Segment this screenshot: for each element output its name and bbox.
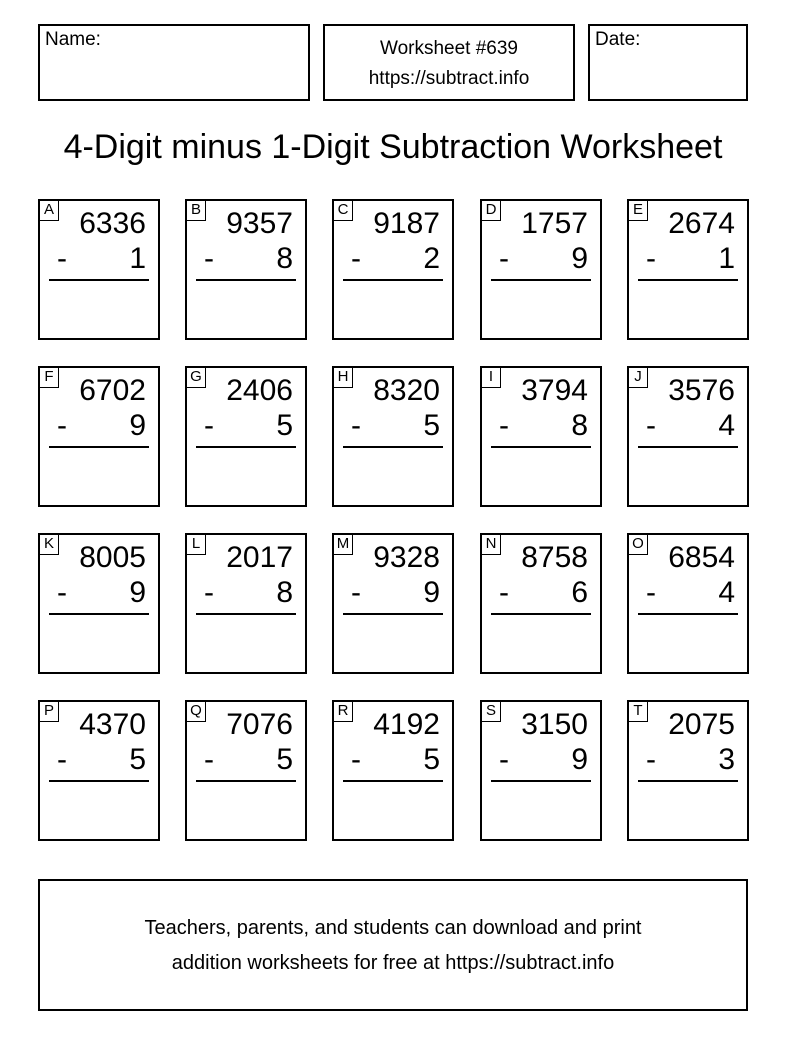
minus-sign: - xyxy=(204,409,214,442)
minuend: 9187 xyxy=(373,207,440,240)
minuend: 6702 xyxy=(79,374,146,407)
minus-sign: - xyxy=(204,743,214,776)
problem-letter: K xyxy=(40,535,59,555)
problem-l[interactable] xyxy=(185,533,307,674)
page-title: 4-Digit minus 1-Digit Subtraction Worksheet xyxy=(63,128,723,166)
minuend: 4370 xyxy=(79,708,146,741)
footer-line-2: addition worksheets for free at https://subtract.info xyxy=(171,952,615,974)
answer-line xyxy=(196,446,296,448)
subtrahend: 9 xyxy=(129,576,146,609)
minus-sign: - xyxy=(351,242,361,275)
footer-box xyxy=(38,879,748,1011)
footer-line-1: Teachers, parents, and students can download and print xyxy=(144,917,642,939)
minuend: 4192 xyxy=(373,708,440,741)
minus-sign: - xyxy=(646,409,656,442)
subtrahend: 1 xyxy=(129,242,146,275)
minus-sign: - xyxy=(57,743,67,776)
minuend: 1757 xyxy=(521,207,588,240)
problem-j[interactable] xyxy=(627,366,749,507)
minus-sign: - xyxy=(204,242,214,275)
problem-letter: A xyxy=(40,201,59,221)
minus-sign: - xyxy=(57,409,67,442)
problem-a[interactable] xyxy=(38,199,160,340)
problem-letter: J xyxy=(629,368,648,388)
problem-letter: L xyxy=(187,535,206,555)
date-label: Date: xyxy=(595,29,641,50)
subtrahend: 5 xyxy=(129,743,146,776)
subtrahend: 9 xyxy=(423,576,440,609)
minuend: 2075 xyxy=(668,708,735,741)
minuend: 8005 xyxy=(79,541,146,574)
answer-line xyxy=(343,446,443,448)
answer-line xyxy=(49,279,149,281)
answer-line xyxy=(49,780,149,782)
problem-letter: O xyxy=(629,535,648,555)
subtrahend: 5 xyxy=(276,409,293,442)
name-label: Name: xyxy=(45,29,101,50)
minus-sign: - xyxy=(351,743,361,776)
problem-r[interactable] xyxy=(332,700,454,841)
answer-line xyxy=(196,279,296,281)
problem-letter: E xyxy=(629,201,648,221)
minuend: 7076 xyxy=(226,708,293,741)
minus-sign: - xyxy=(646,576,656,609)
answer-line xyxy=(491,279,591,281)
minuend: 8320 xyxy=(373,374,440,407)
minuend: 3576 xyxy=(668,374,735,407)
answer-line xyxy=(491,780,591,782)
problem-letter: T xyxy=(629,702,648,722)
subtrahend: 9 xyxy=(571,743,588,776)
problem-letter: P xyxy=(40,702,59,722)
problem-i[interactable] xyxy=(480,366,602,507)
minuend: 9357 xyxy=(226,207,293,240)
problem-letter: R xyxy=(334,702,353,722)
problem-letter: F xyxy=(40,368,59,388)
subtrahend: 3 xyxy=(718,743,735,776)
problem-letter: D xyxy=(482,201,501,221)
minuend: 6336 xyxy=(79,207,146,240)
answer-line xyxy=(196,780,296,782)
problem-b[interactable] xyxy=(185,199,307,340)
minuend: 3794 xyxy=(521,374,588,407)
minus-sign: - xyxy=(499,743,509,776)
minus-sign: - xyxy=(57,576,67,609)
problem-t[interactable] xyxy=(627,700,749,841)
minuend: 2017 xyxy=(226,541,293,574)
subtrahend: 8 xyxy=(276,242,293,275)
minuend: 2406 xyxy=(226,374,293,407)
minuend: 8758 xyxy=(521,541,588,574)
answer-line xyxy=(343,279,443,281)
problem-p[interactable] xyxy=(38,700,160,841)
problem-o[interactable] xyxy=(627,533,749,674)
minus-sign: - xyxy=(646,743,656,776)
minus-sign: - xyxy=(351,576,361,609)
worksheet-url[interactable]: https://subtract.info xyxy=(368,68,530,89)
problem-s[interactable] xyxy=(480,700,602,841)
minus-sign: - xyxy=(646,242,656,275)
answer-line xyxy=(49,446,149,448)
subtrahend: 4 xyxy=(718,576,735,609)
problem-letter: S xyxy=(482,702,501,722)
subtrahend: 9 xyxy=(571,242,588,275)
problem-e[interactable] xyxy=(627,199,749,340)
minuend: 2674 xyxy=(668,207,735,240)
subtrahend: 5 xyxy=(276,743,293,776)
minus-sign: - xyxy=(499,242,509,275)
subtrahend: 9 xyxy=(129,409,146,442)
answer-line xyxy=(343,613,443,615)
problem-k[interactable] xyxy=(38,533,160,674)
answer-line xyxy=(638,446,738,448)
minuend: 6854 xyxy=(668,541,735,574)
minus-sign: - xyxy=(351,409,361,442)
problem-letter: Q xyxy=(187,702,206,722)
answer-line xyxy=(343,780,443,782)
answer-line xyxy=(49,613,149,615)
minuend: 9328 xyxy=(373,541,440,574)
answer-line xyxy=(491,446,591,448)
answer-line xyxy=(638,613,738,615)
problem-letter: B xyxy=(187,201,206,221)
subtrahend: 8 xyxy=(276,576,293,609)
problem-letter: G xyxy=(187,368,206,388)
answer-line xyxy=(491,613,591,615)
problem-n[interactable] xyxy=(480,533,602,674)
answer-line xyxy=(196,613,296,615)
problem-letter: C xyxy=(334,201,353,221)
answer-line xyxy=(638,780,738,782)
answer-line xyxy=(638,279,738,281)
problem-d[interactable] xyxy=(480,199,602,340)
problem-m[interactable] xyxy=(332,533,454,674)
problem-f[interactable] xyxy=(38,366,160,507)
problem-g[interactable] xyxy=(185,366,307,507)
subtrahend: 8 xyxy=(571,409,588,442)
subtrahend: 6 xyxy=(571,576,588,609)
subtrahend: 5 xyxy=(423,409,440,442)
minus-sign: - xyxy=(499,409,509,442)
problem-q[interactable] xyxy=(185,700,307,841)
problem-letter: N xyxy=(482,535,501,555)
problem-letter: M xyxy=(334,535,353,555)
problem-letter: I xyxy=(482,368,501,388)
subtrahend: 2 xyxy=(423,242,440,275)
subtrahend: 5 xyxy=(423,743,440,776)
problem-letter: H xyxy=(334,368,353,388)
problem-c[interactable] xyxy=(332,199,454,340)
minus-sign: - xyxy=(57,242,67,275)
subtrahend: 4 xyxy=(718,409,735,442)
minus-sign: - xyxy=(204,576,214,609)
subtrahend: 1 xyxy=(718,242,735,275)
minuend: 3150 xyxy=(521,708,588,741)
worksheet-number: Worksheet #639 xyxy=(379,38,518,59)
minus-sign: - xyxy=(499,576,509,609)
problem-h[interactable] xyxy=(332,366,454,507)
